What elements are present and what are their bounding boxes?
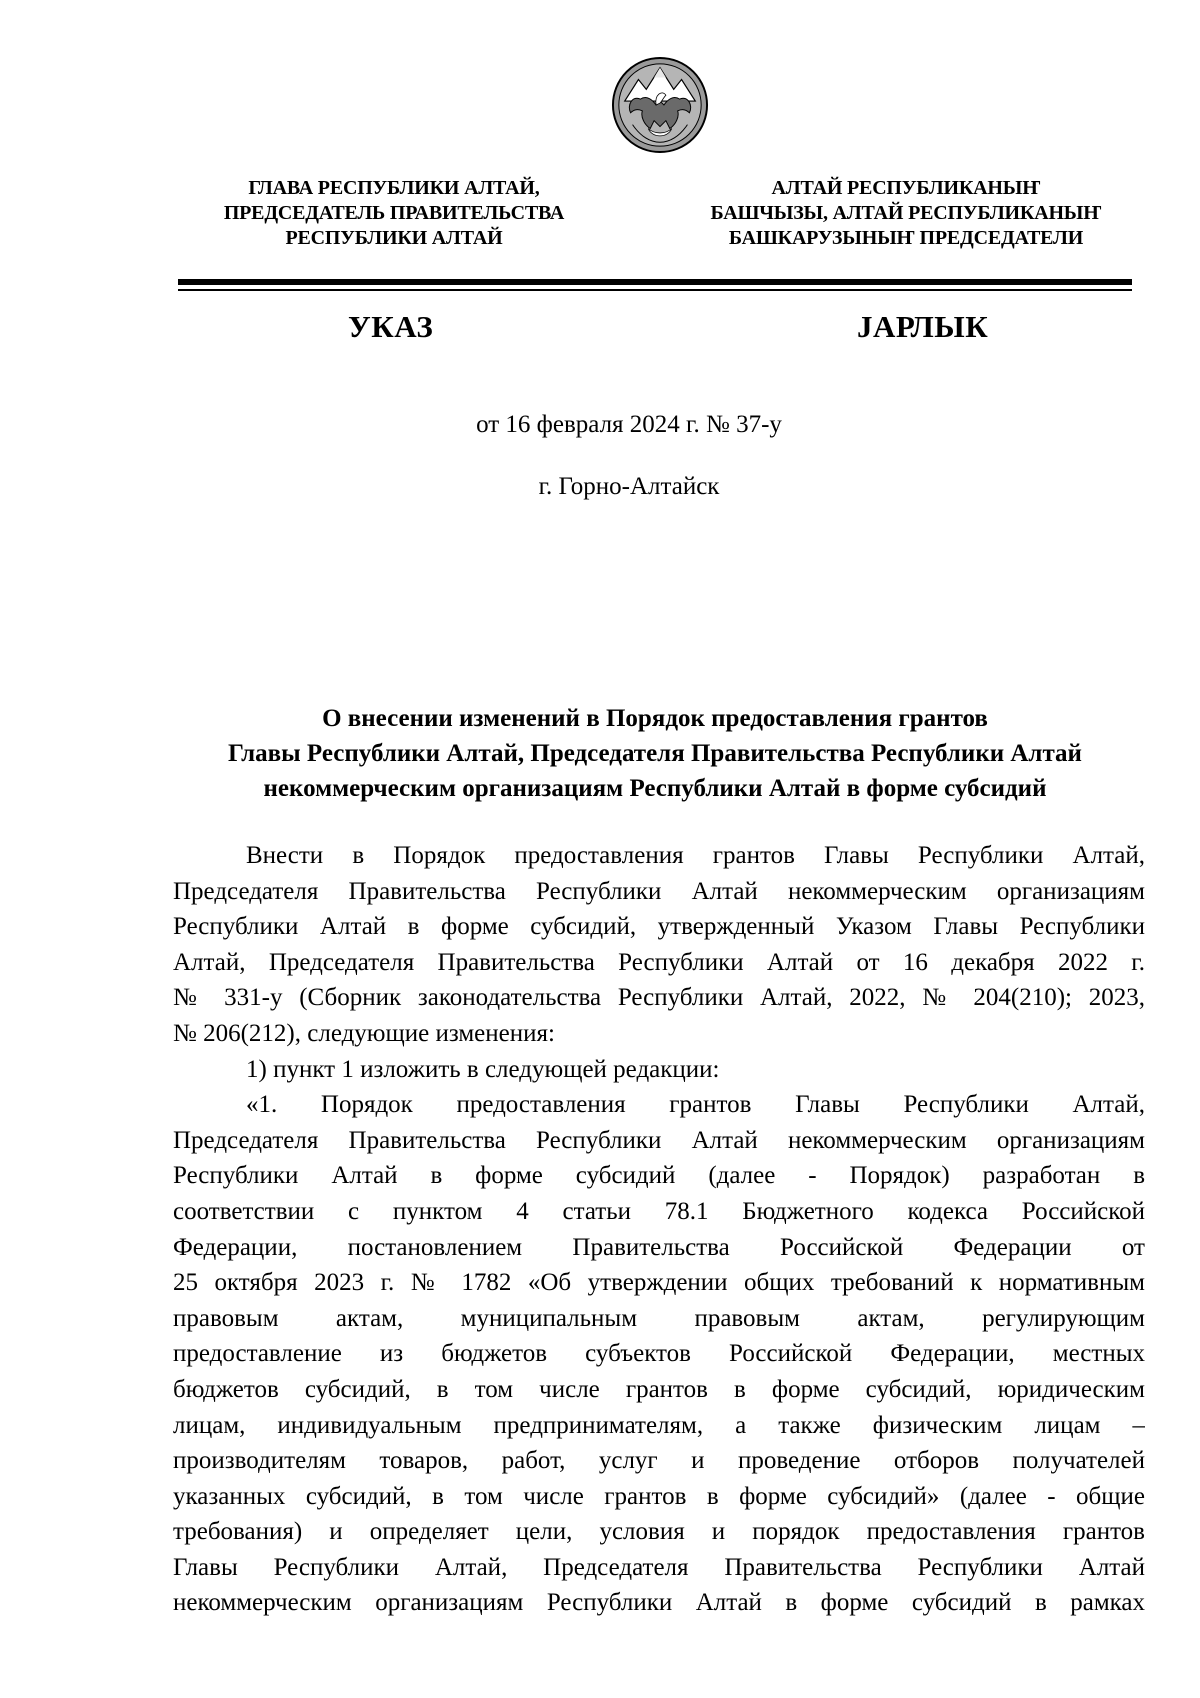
body-line: Алтай, Председателя Правительства Республики Алтай от 16 декабря 2022 г. (173, 948, 1145, 976)
body-line: предоставление из бюджетов субъектов Российской Федерации, местных (173, 1340, 1145, 1368)
header-divider-thin (178, 289, 1132, 291)
issuer-header-line: БАШЧЫЗЫ, АЛТАЙ РЕСПУБЛИКАНЫҤ (710, 202, 1102, 224)
doc-type-altai: JАРЛЫК (857, 309, 989, 344)
title-line: Главы Республики Алтай, Председателя Правительства Республики Алтай (228, 740, 1082, 767)
title-line: некоммерческим организациям Республики Алтай в форме субсидий (263, 775, 1047, 802)
title-line: О внесении изменений в Порядок предоставления грантов (322, 705, 988, 732)
document-title (170, 701, 1140, 806)
issuer-header-russian (184, 176, 604, 251)
issuer-header-line: БАШКАРУЗЫНЫҤ ПРЕДСЕДАТЕЛИ (728, 227, 1084, 249)
body-line: Федерации, постановлением Правительства Российской Федерации от (173, 1233, 1145, 1261)
body-line: некоммерческим организациям Республики Алтай в форме субсидий в рамках (173, 1589, 1145, 1617)
doc-type-russian: УКАЗ (348, 309, 434, 344)
body-line: № 331-у (Сборник законодательства Республики Алтай, 2022, № 204(210); 2023, (173, 984, 1145, 1012)
body-line: № 206(212), следующие изменения: (173, 1019, 555, 1047)
body-line: Республики Алтай в форме субсидий, утвержденный Указом Главы Республики (173, 913, 1145, 941)
date-and-number: от 16 февраля 2024 г. № 37-у (476, 411, 782, 438)
body-line: Главы Республики Алтай, Председателя Правительства Республики Алтай (173, 1553, 1145, 1581)
coat-of-arms-emblem (611, 56, 709, 154)
body-line: Председателя Правительства Республики Алтай некоммерческим организациям (173, 1126, 1145, 1154)
body-line: бюджетов субсидий, в том числе грантов в форме субсидий, юридическим (173, 1375, 1145, 1403)
issuer-header-line: РЕСПУБЛИКИ АЛТАЙ (285, 227, 503, 249)
body-line: лицам, индивидуальным предпринимателям, а также физическим лицам – (173, 1411, 1145, 1439)
body-line: Председателя Правительства Республики Алтай некоммерческим организациям (173, 877, 1145, 905)
document-body (173, 838, 1145, 1621)
issuer-header-line: ПРЕДСЕДАТЕЛЬ ПРАВИТЕЛЬСТВА (223, 202, 565, 224)
body-line: требования) и определяет цели, условия и порядок предоставления грантов (173, 1518, 1145, 1546)
issuer-header-line: АЛТАЙ РЕСПУБЛИКАНЫҤ (771, 177, 1041, 199)
city: г. Горно-Алтайск (538, 473, 720, 500)
body-line: Внести в Порядок предоставления грантов Главы Республики Алтай, (246, 842, 1145, 869)
issuer-header-altai (696, 176, 1116, 251)
body-line: 25 октября 2023 г. № 1782 «Об утверждении общих требований к нормативным (173, 1269, 1145, 1297)
body-line: соответствии с пунктом 4 статьи 78.1 Бюджетного кодекса Российской (173, 1197, 1145, 1225)
body-line: указанных субсидий, в том числе грантов в форме субсидий» (далее - общие (173, 1482, 1145, 1510)
body-line: производителям товаров, работ, услуг и проведение отборов получателей (173, 1447, 1145, 1475)
issuer-header-line: ГЛАВА РЕСПУБЛИКИ АЛТАЙ, (248, 177, 540, 199)
header-divider-thick (178, 279, 1132, 285)
body-line: Республики Алтай в форме субсидий (далее - Порядок) разработан в (173, 1162, 1145, 1190)
body-line: правовым актам, муниципальным правовым актам, регулирующим (173, 1304, 1145, 1332)
body-line: 1) пункт 1 изложить в следующей редакции: (246, 1055, 720, 1083)
body-line: «1. Порядок предоставления грантов Главы Республики Алтай, (246, 1091, 1145, 1119)
